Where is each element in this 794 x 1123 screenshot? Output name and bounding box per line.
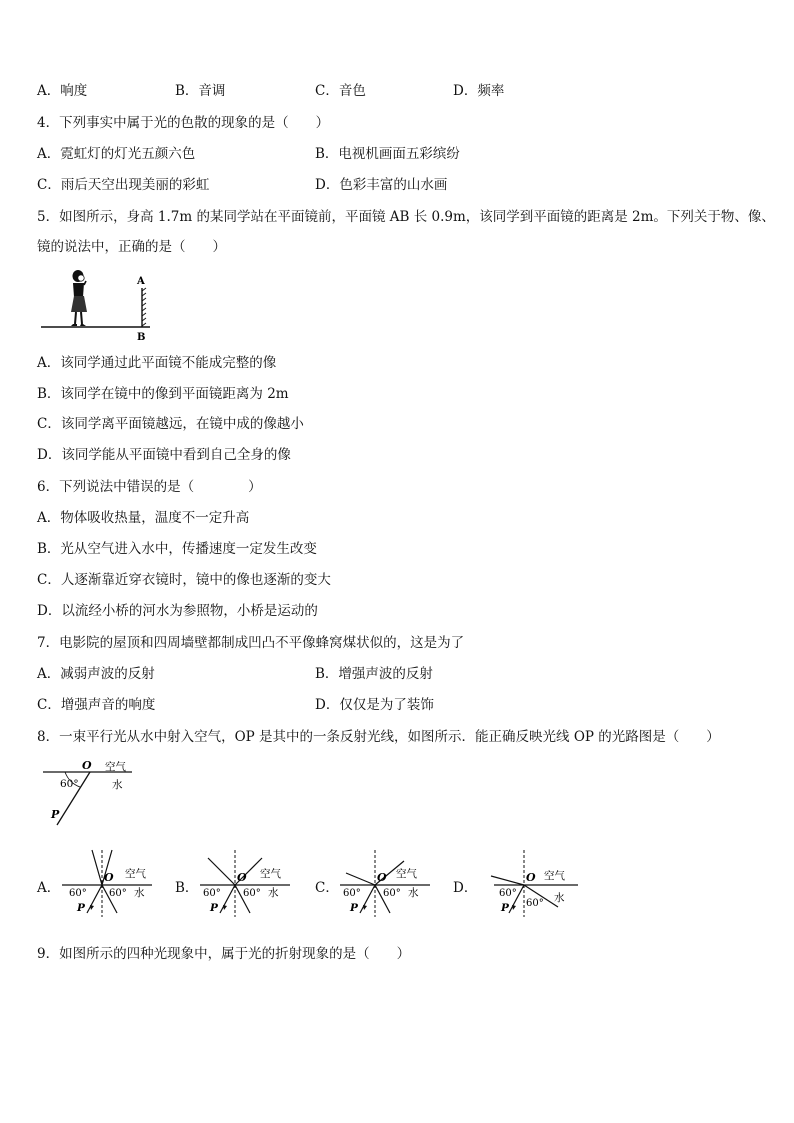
q8-option-b-label: B． (175, 880, 199, 896)
q8d-label-o: O (526, 871, 536, 884)
q5-mirror-figure (38, 268, 158, 344)
q8-label-water: 水 (112, 779, 123, 791)
student-figure (71, 270, 87, 326)
q8-main-figure (40, 758, 140, 830)
q5-label-b: B (137, 332, 146, 343)
q8d-label-p: P (501, 902, 509, 914)
q8a-label-angle-left: 60° (69, 888, 87, 899)
q7-stem: 7．电影院的屋顶和四周墙壁都制成凹凸不平像蜂窝煤状似的，这是为了 (37, 635, 465, 651)
q3-option-c: C．音色 (315, 83, 366, 99)
q9-stem: 9．如图所示的四种光现象中，属于光的折射现象的是（ ） (37, 946, 411, 962)
q8-option-d-diagram (486, 849, 586, 919)
q4-stem: 4．下列事实中属于光的色散的现象的是（ ） (37, 115, 330, 131)
q8-label-p: P (51, 808, 60, 821)
q8b-label-angle-right: 60° (243, 888, 261, 899)
q8c-label-o: O (377, 871, 387, 884)
q8d-label-water: 水 (554, 892, 565, 904)
q5-label-a: A (137, 276, 145, 287)
q3-option-d: D．频率 (453, 83, 505, 99)
q8a-label-angle-right: 60° (109, 888, 127, 899)
q8-option-a-diagram (60, 849, 160, 919)
q7-option-a: A．减弱声波的反射 (37, 666, 155, 682)
q8a-label-water: 水 (134, 887, 145, 899)
q6-option-b: B．光从空气进入水中，传播速度一定发生改变 (37, 541, 317, 557)
q8-option-c-label: C． (315, 880, 339, 896)
q6-option-a: A．物体吸收热量，温度不一定升高 (37, 510, 250, 526)
q8-option-a-label: A． (37, 880, 61, 896)
q3-option-a: A．响度 (37, 83, 88, 99)
q5-stem-line1: 5．如图所示，身高 1.7m 的某同学站在平面镜前，平面镜 AB 长 0.9m，该同学到平面镜的距离是 2m。下列关于物、像、 (37, 209, 775, 225)
q8-stem: 8．一束平行光从水中射入空气，OP 是其中的一条反射光线，如图所示．能正确反映光线 OP 的光路图是（ ） (37, 729, 720, 745)
q5-stem-line2: 镜的说法中，正确的是（ ） (37, 239, 226, 255)
q5-option-c: C．该同学离平面镜越远，在镜中成的像越小 (37, 416, 304, 432)
q8c-label-p: P (350, 902, 358, 914)
q7-option-b: B．增强声波的反射 (315, 666, 433, 682)
q8d-label-angle-right: 60° (526, 898, 544, 909)
q4-option-b: B．电视机画面五彩缤纷 (315, 146, 460, 162)
q8d-label-angle-left: 60° (499, 888, 517, 899)
q6-option-c: C．人逐渐靠近穿衣镜时，镜中的像也逐渐的变大 (37, 572, 331, 588)
q8b-label-angle-left: 60° (203, 888, 221, 899)
q8-label-o: O (82, 759, 92, 772)
q8b-label-water: 水 (268, 887, 279, 899)
q5-option-a: A．该同学通过此平面镜不能成完整的像 (37, 355, 277, 371)
q4-option-a: A．霓虹灯的灯光五颜六色 (37, 146, 196, 162)
q8b-label-p: P (210, 902, 218, 914)
q8c-label-air: 空气 (396, 868, 417, 880)
q5-option-d: D．该同学能从平面镜中看到自己全身的像 (37, 447, 291, 463)
q8-option-c-diagram (338, 849, 438, 919)
q8c-label-water: 水 (408, 887, 419, 899)
q8a-label-air: 空气 (125, 868, 146, 880)
q8a-label-p: P (77, 902, 85, 914)
q8a-label-o: O (104, 871, 114, 884)
q5-option-b: B．该同学在镜中的像到平面镜距离为 2m (37, 386, 289, 402)
q8c-label-angle-right: 60° (383, 888, 401, 899)
q6-stem: 6．下列说法中错误的是（ ） (37, 479, 262, 495)
q3-option-b: B．音调 (175, 83, 226, 99)
q8-option-b-diagram (198, 849, 298, 919)
q6-option-d: D．以流经小桥的河水为参照物，小桥是运动的 (37, 603, 318, 619)
q8-label-angle: 60° (60, 778, 79, 790)
q4-option-d: D．色彩丰富的山水画 (315, 177, 448, 193)
q7-option-c: C．增强声音的响度 (37, 697, 156, 713)
q8-option-d-label: D． (453, 880, 478, 896)
q8b-label-o: O (237, 871, 247, 884)
q8d-label-air: 空气 (544, 870, 565, 882)
q4-option-c: C．雨后天空出现美丽的彩虹 (37, 177, 210, 193)
q8c-label-angle-left: 60° (343, 888, 361, 899)
q8-label-air: 空气 (105, 761, 126, 773)
q8b-label-air: 空气 (260, 868, 281, 880)
q7-option-d: D．仅仅是为了装饰 (315, 697, 434, 713)
